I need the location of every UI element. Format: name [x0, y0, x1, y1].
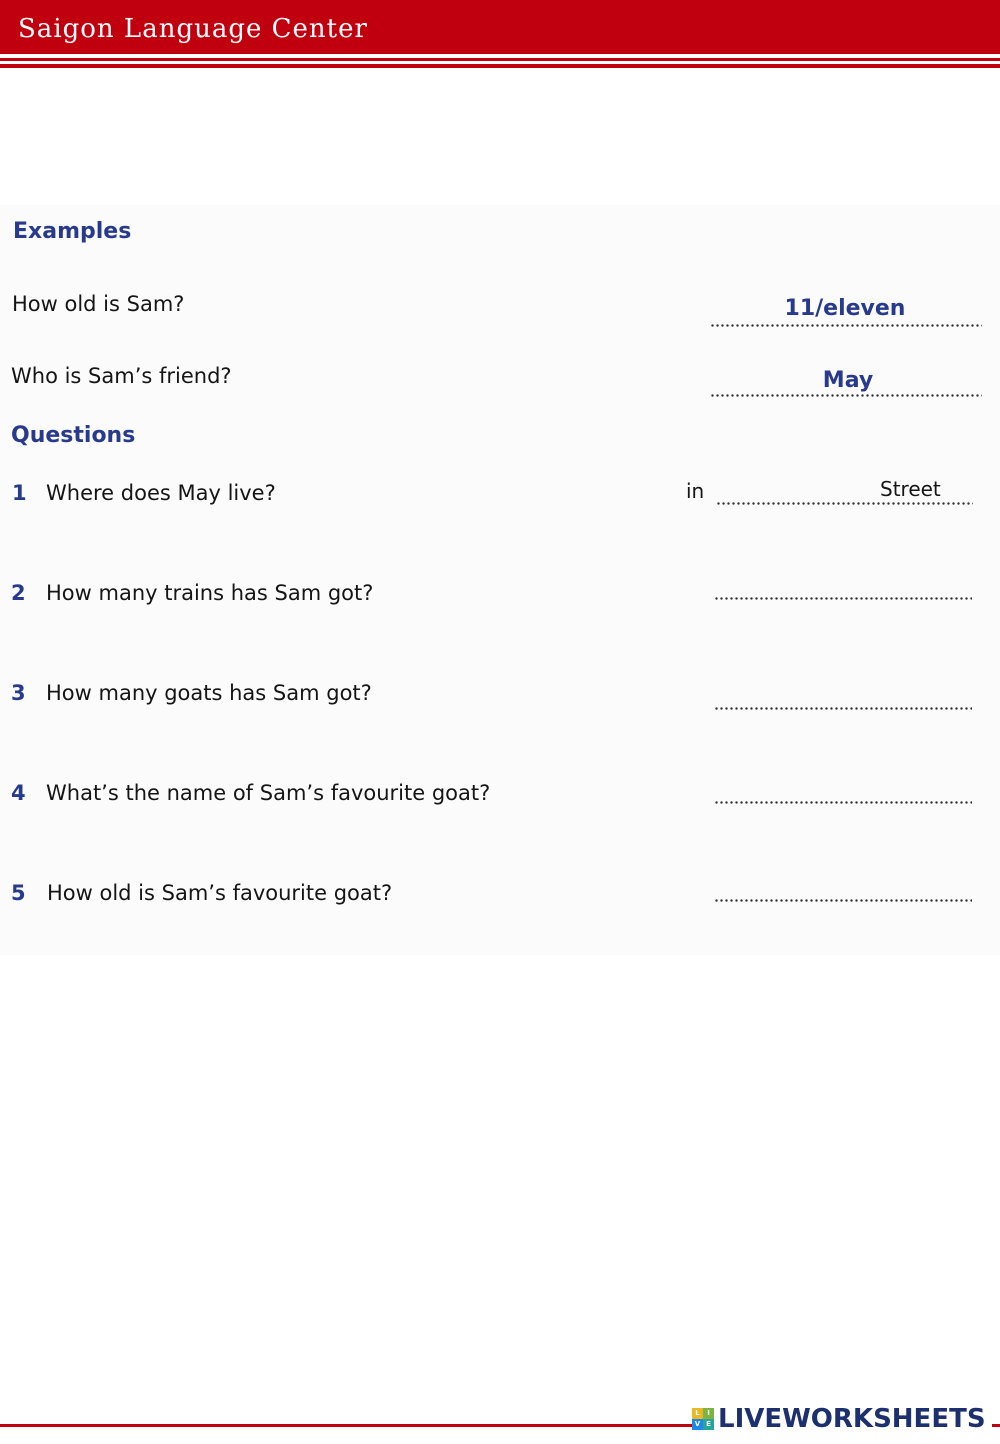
example-2-answer: May: [822, 368, 874, 393]
header-divider: [0, 58, 1000, 61]
question-1-answer-line: [716, 502, 973, 505]
question-4-answer-line: [714, 801, 972, 804]
question-2-answer-line: [714, 597, 972, 600]
question-1-prefix: in: [686, 479, 705, 503]
examples-heading: Examples: [13, 219, 132, 244]
question-5-answer-line: [714, 899, 972, 902]
liveworksheets-logo: [692, 1404, 992, 1434]
example-1-answer: 11/eleven: [784, 296, 906, 321]
question-1-answer-input[interactable]: [716, 476, 884, 502]
questions-heading: Questions: [11, 423, 136, 448]
question-4-answer-input[interactable]: [714, 774, 978, 800]
example-1-answer-line: [710, 324, 982, 327]
question-5-number: 5: [11, 881, 26, 905]
example-2-question: Who is Sam’s friend?: [11, 364, 232, 388]
header-divider-lower: [0, 64, 1000, 68]
liveworksheets-wordmark: LIVEWORKSHEETS: [718, 1404, 986, 1434]
question-2-answer-input[interactable]: [714, 570, 978, 596]
brand-mark-letter: L: [692, 1408, 703, 1419]
question-1-suffix: Street: [880, 477, 941, 501]
header-bar: [0, 0, 1000, 54]
example-1-question: How old is Sam?: [12, 292, 185, 316]
brand-mark-letter: V: [692, 1419, 703, 1430]
liveworksheets-mark-icon: [692, 1408, 714, 1430]
example-2-answer-line: [710, 394, 982, 397]
question-4-text: What’s the name of Sam’s favourite goat?: [46, 781, 491, 805]
question-2-text: How many trains has Sam got?: [46, 581, 374, 605]
question-2-number: 2: [11, 581, 26, 605]
question-3-answer-input[interactable]: [714, 680, 978, 706]
question-1-number: 1: [12, 481, 27, 505]
question-3-number: 3: [11, 681, 26, 705]
question-1-text: Where does May live?: [46, 481, 276, 505]
question-5-text: How old is Sam’s favourite goat?: [47, 881, 393, 905]
header-title: Saigon Language Center: [18, 14, 368, 44]
question-4-number: 4: [11, 781, 26, 805]
brand-mark-letter: E: [703, 1419, 714, 1430]
brand-mark-letter: I: [703, 1408, 714, 1419]
question-5-answer-input[interactable]: [714, 872, 978, 898]
question-3-text: How many goats has Sam got?: [46, 681, 372, 705]
question-3-answer-line: [714, 707, 972, 710]
